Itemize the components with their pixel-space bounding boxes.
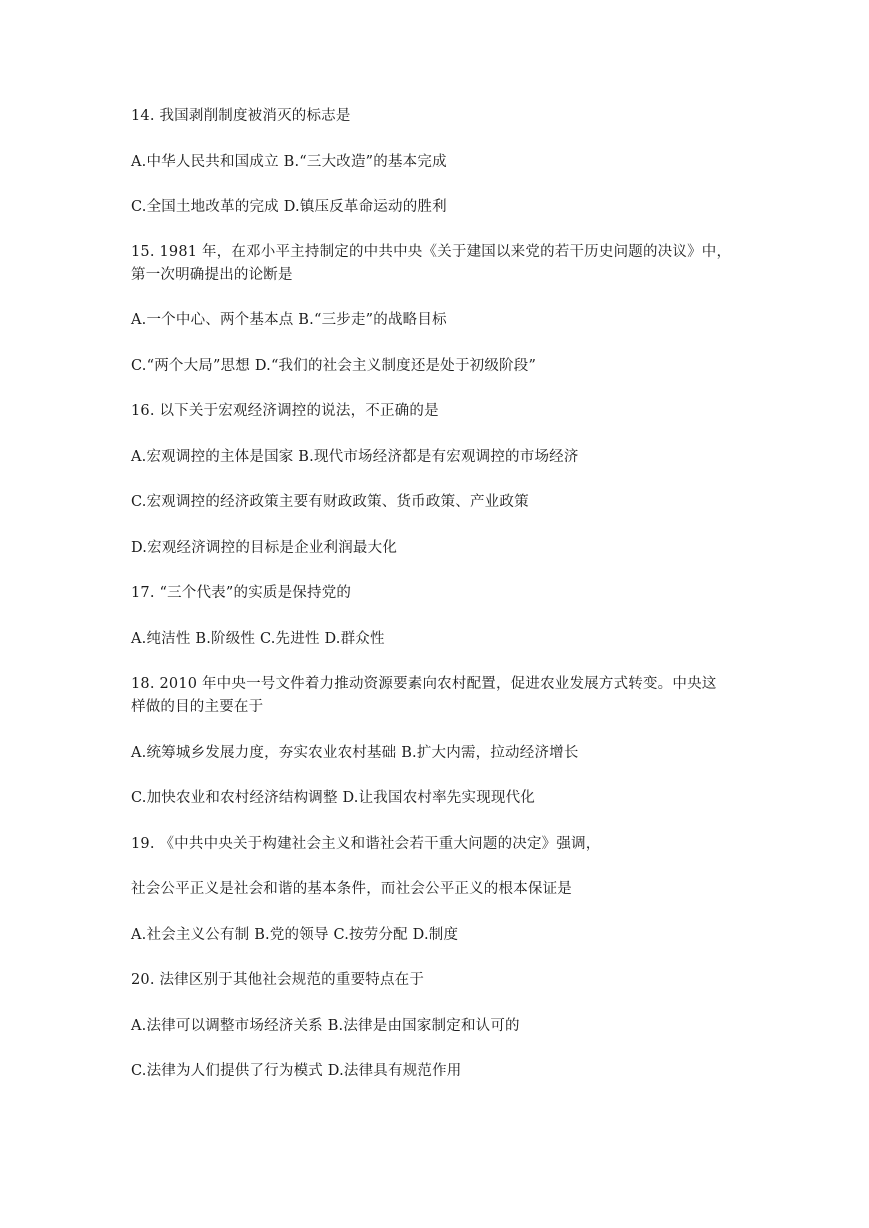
question-16-options-ab: A.宏观调控的主体是国家 B.现代市场经济都是有宏观调控的市场经济 bbox=[131, 449, 579, 465]
question-18-stem-line-2: 样做的目的主要在于 bbox=[131, 699, 264, 715]
question-18-options-ab: A.统筹城乡发展力度，夯实农业农村基础 B.扩大内需，拉动经济增长 bbox=[131, 745, 579, 761]
question-15-options-ab: A.一个中心、两个基本点 B.“三步走”的战略目标 bbox=[131, 312, 447, 328]
question-19-stem-line-1: 19. 《中共中央关于构建社会主义和谐社会若干重大问题的决定》强调， bbox=[131, 836, 601, 852]
question-16-option-d: D.宏观经济调控的目标是企业利润最大化 bbox=[131, 540, 398, 556]
question-19-stem-line-2: 社会公平正义是社会和谐的基本条件，而社会公平正义的根本保证是 bbox=[131, 881, 572, 897]
question-14-options-cd: C.全国土地改革的完成 D.镇压反革命运动的胜利 bbox=[131, 199, 447, 215]
question-15-stem-line-1: 15. 1981 年，在邓小平主持制定的中共中央《关于建国以来党的若干历史问题的决议》中， bbox=[131, 244, 732, 260]
question-16-stem: 16. 以下关于宏观经济调控的说法，不正确的是 bbox=[131, 403, 439, 419]
question-14-options-ab: A.中华人民共和国成立 B.“三大改造”的基本完成 bbox=[131, 154, 447, 170]
question-17-options: A.纯洁性 B.阶级性 C.先进性 D.群众性 bbox=[131, 631, 385, 647]
question-20-stem: 20. 法律区别于其他社会规范的重要特点在于 bbox=[131, 972, 425, 988]
question-14-stem: 14. 我国剥削制度被消灭的标志是 bbox=[131, 108, 351, 124]
question-19-options: A.社会主义公有制 B.党的领导 C.按劳分配 D.制度 bbox=[131, 927, 459, 943]
question-18-stem-line-1: 18. 2010 年中央一号文件着力推动资源要素向农村配置，促进农业发展方式转变。中央这 bbox=[131, 676, 717, 692]
question-20-options-ab: A.法律可以调整市场经济关系 B.法律是由国家制定和认可的 bbox=[131, 1018, 520, 1034]
question-20-options-cd: C.法律为人们提供了行为模式 D.法律具有规范作用 bbox=[131, 1063, 462, 1079]
question-15-stem-line-2: 第一次明确提出的论断是 bbox=[131, 267, 293, 283]
question-18-options-cd: C.加快农业和农村经济结构调整 D.让我国农村率先实现现代化 bbox=[131, 790, 536, 806]
question-17-stem: 17. “三个代表”的实质是保持党的 bbox=[131, 585, 352, 601]
question-16-option-c: C.宏观调控的经济政策主要有财政政策、货币政策、产业政策 bbox=[131, 494, 529, 510]
question-15-options-cd: C.“两个大局”思想 D.“我们的社会主义制度还是处于初级阶段” bbox=[131, 358, 537, 374]
